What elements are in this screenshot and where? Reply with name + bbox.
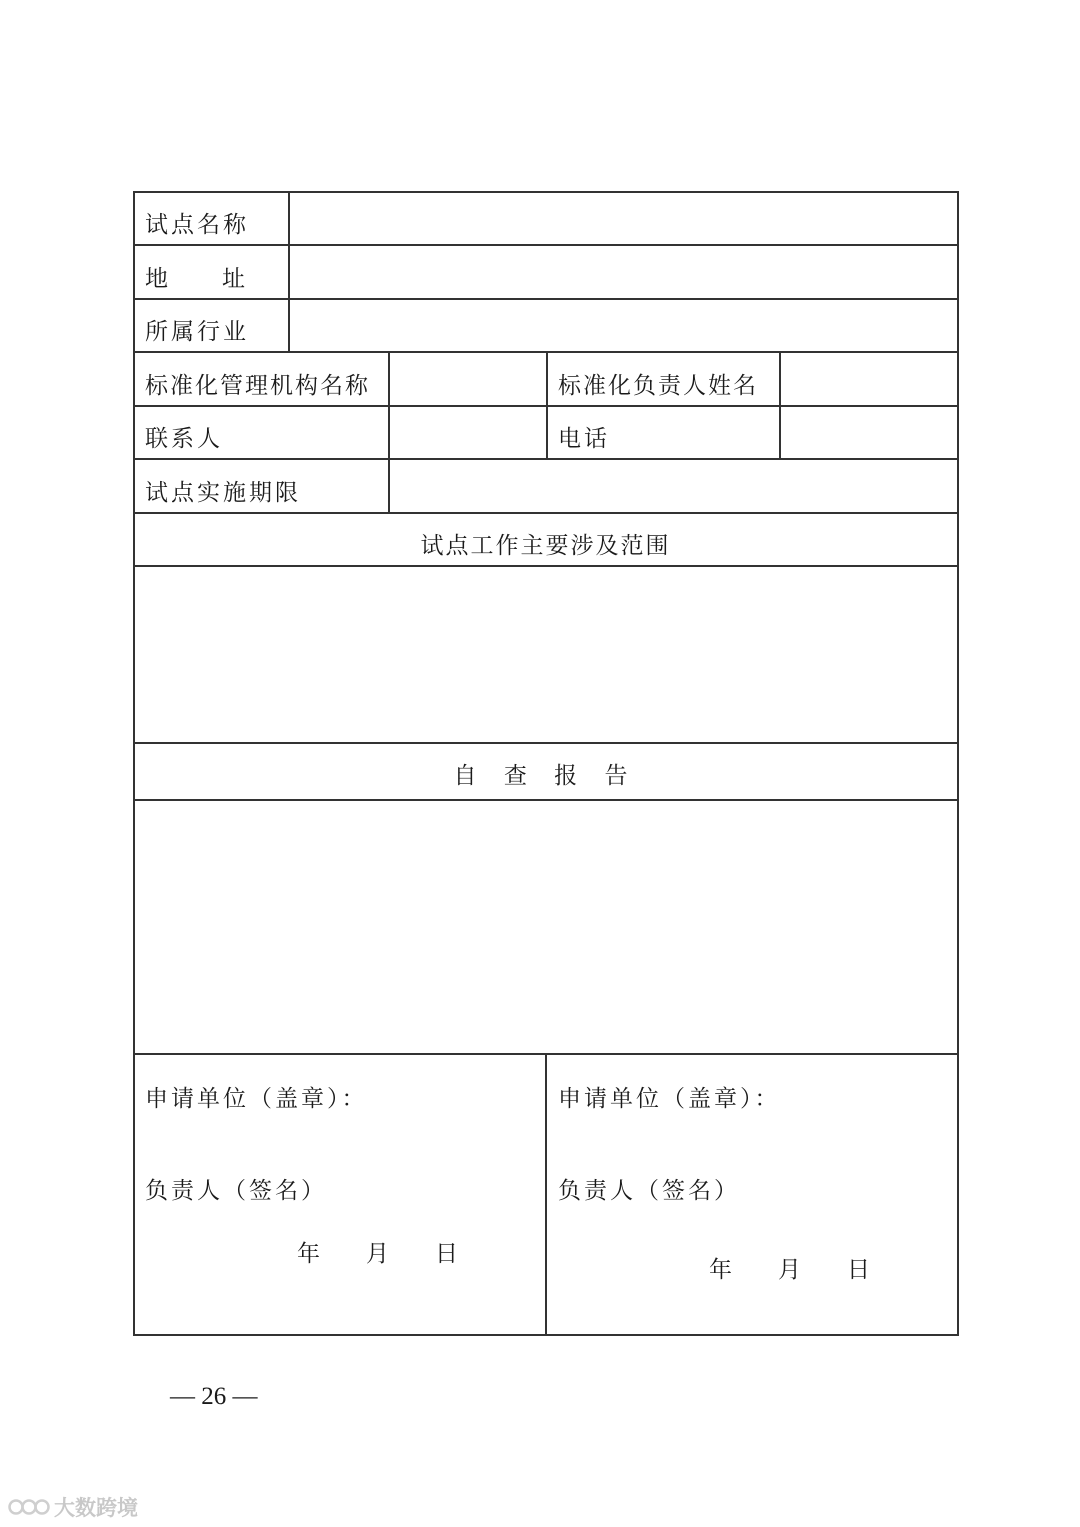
contact-label: 联系人 <box>145 426 223 452</box>
col-divider <box>388 351 390 512</box>
responsible-signature-left: 负责人（签名） <box>145 1178 327 1204</box>
scope-header: 试点工作主要涉及范围 <box>420 533 671 559</box>
std-lead-field[interactable] <box>793 373 948 399</box>
applicant-unit-seal-right: 申请单位（盖章）： <box>558 1086 781 1112</box>
address-label-char1: 地 <box>145 266 168 292</box>
border-top <box>133 191 958 193</box>
report-header: 自 查 报 告 <box>453 763 638 789</box>
logo-icon <box>8 1495 50 1519</box>
report-field[interactable] <box>145 813 945 1038</box>
address-label <box>145 266 245 292</box>
col-divider <box>546 351 548 458</box>
row-divider <box>133 298 958 300</box>
industry-label: 所属行业 <box>145 319 249 345</box>
period-field[interactable] <box>401 480 946 506</box>
row-divider <box>133 799 958 801</box>
address-label-char2: 址 <box>222 266 245 292</box>
applicant-unit-seal-left: 申请单位（盖章）： <box>145 1086 368 1112</box>
org-name-field[interactable] <box>401 373 536 399</box>
date-left: 年 月 日 <box>297 1241 458 1267</box>
address-field[interactable] <box>303 266 943 292</box>
period-label: 试点实施期限 <box>145 480 301 506</box>
row-divider <box>133 512 958 514</box>
phone-label: 电话 <box>558 426 610 452</box>
pilot-name-label: 试点名称 <box>145 212 249 238</box>
row-divider <box>133 565 958 567</box>
application-form <box>133 191 958 1336</box>
contact-field[interactable] <box>401 426 536 452</box>
col-divider <box>779 351 781 458</box>
watermark <box>8 1492 138 1522</box>
date-right: 年 月 日 <box>709 1257 870 1283</box>
industry-field[interactable] <box>303 319 943 345</box>
row-divider <box>133 742 958 744</box>
scope-field[interactable] <box>145 579 945 729</box>
org-name-label: 标准化管理机构名称 <box>145 373 370 399</box>
pilot-name-field[interactable] <box>303 212 943 238</box>
row-divider <box>133 458 958 460</box>
responsible-signature-right: 负责人（签名） <box>558 1178 740 1204</box>
phone-field[interactable] <box>793 426 948 452</box>
col-divider <box>288 191 290 351</box>
row-divider <box>133 244 958 246</box>
watermark-text: 大数跨境 <box>54 1496 138 1520</box>
std-lead-label: 标准化负责人姓名 <box>558 373 758 399</box>
col-divider <box>545 1053 547 1336</box>
page-number: — 26 — <box>170 1383 258 1410</box>
